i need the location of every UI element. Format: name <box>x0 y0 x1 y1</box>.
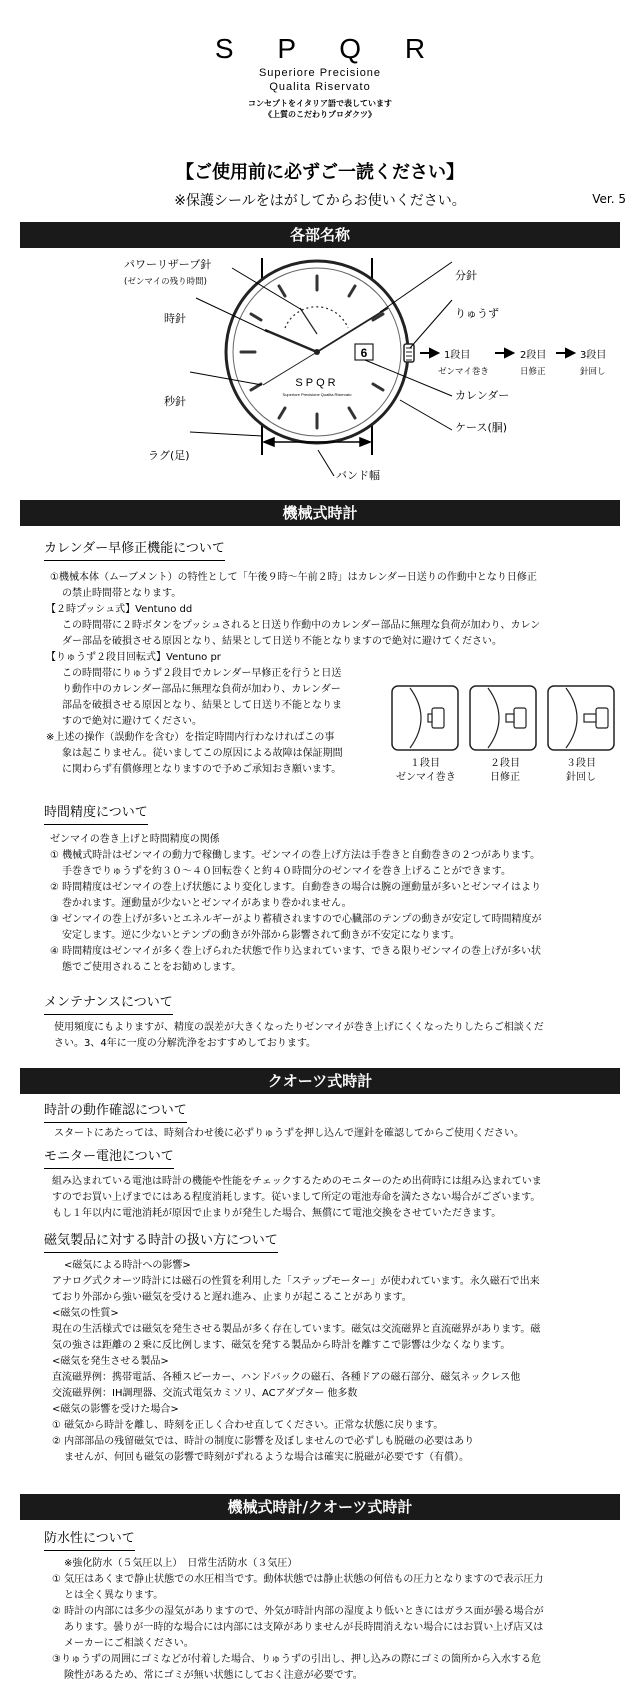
label-power-reserve: パワーリザーブ針 <box>124 258 212 271</box>
accuracy-4a: ④ 時間精度はゼンマイが多く巻上げられた状態で作り込まれています、できる限りゼンマイの巻上げが多い状 <box>50 946 541 957</box>
accuracy-text <box>50 832 620 976</box>
magnetism-4: <磁気の性質> <box>52 1308 119 1319</box>
water-2b: あります。曇りが一時的な場合には内部には支障がありませんが長時間消えない場合にはお買い上げ店又は <box>64 1622 544 1633</box>
section-bar-parts: 各部名称 <box>20 222 620 248</box>
heading-calendar-correction: カレンダー早修正機能について <box>44 540 225 561</box>
watch-diagram <box>0 250 640 510</box>
accuracy-3b: 安定します。逆に少ないとテンプの動きが外部から影響されて動きが不安定になります。 <box>62 930 460 941</box>
fig-label-3: ３段目 <box>566 758 596 769</box>
water-1a: ① 気圧はあくまで静止状態での水圧相当です。動体状態では静止状態の何倍もの圧力となりますので表示圧力 <box>52 1574 544 1585</box>
calendar-text <box>46 570 620 666</box>
battery-1: 組み込まれている電池は時計の機能や性能をチェックするためのモニターのため出荷時には組み込まれていま <box>52 1176 542 1187</box>
rotation-text-3: 部品を破損させる原因となり、結果として日送り不能となりま <box>62 700 342 711</box>
water-3a: ③りゅうずの周囲にゴミなどが付着した場合、りゅうずの引出し、押し込みの際にゴミの箇所から入水する危 <box>52 1654 541 1665</box>
magnetism-text <box>52 1258 620 1466</box>
section-bar-mechanical: 機械式時計 <box>20 500 620 526</box>
accuracy-2a: ② 時間精度はゼンマイの巻上げ状態により変化します。自動巻きの場合は腕の運動量が多いとゼンマイはより <box>50 882 541 893</box>
label-second-hand: 秒針 <box>164 395 186 408</box>
operation-text <box>54 1126 620 1142</box>
label-calendar: カレンダー <box>455 389 510 402</box>
accuracy-1a: ① 機械式時計はゼンマイの動力で稼働します。ゼンマイの巻上げ方法は手巻きと自動巻きの２つがあります。 <box>50 850 541 861</box>
magnetism-3: ており外部から強い磁気を受けると遅れ進み、止まりが起こることがあります。 <box>52 1292 412 1303</box>
accuracy-3a: ③ ゼンマイの巻上げが多いとエネルギーがより蓄積されますので心臓部のテンプの動きが安定して時間精度が <box>50 914 542 925</box>
calendar-note-1b: の禁止時間帯となります。 <box>62 588 182 599</box>
heading-maintenance: メンテナンスについて <box>44 994 173 1015</box>
brand-concept-1: コンセプトをイタリア語で表しています <box>248 99 392 108</box>
label-hour-hand: 時針 <box>164 312 186 325</box>
rotation-text-2: り動作中のカレンダー部品に無理な負荷が加わり、カレンダー <box>62 684 341 695</box>
accuracy-intro: ゼンマイの巻き上げと時間精度の関係 <box>50 834 220 845</box>
heading-magnetism: 磁気製品に対する時計の扱い方について <box>44 1232 278 1253</box>
label-stage3: 3段目 <box>580 350 607 361</box>
label-minute-hand: 分針 <box>455 269 477 282</box>
battery-2: すのでお買い上げまでにはある程度消耗します。従いまして所定の電池寿命を満たさない場合がございます。 <box>52 1192 541 1203</box>
label-power-reserve-sub: (ゼンマイの残り時間) <box>124 277 207 287</box>
date-number: 6 <box>360 346 368 360</box>
maintenance-2: さい。3、4年に一度の分解洗浄をおすすめしております。 <box>54 1038 317 1049</box>
magnetism-10: <磁気の影響を受けた場合> <box>52 1404 179 1415</box>
operation-1: スタートにあたっては、時刻合わせ後に必ずりゅうずを押し込んで運針を確認してからご使用ください。 <box>54 1128 524 1139</box>
brand-concept-2: 《上質のこだわりプロダクツ》 <box>264 110 376 119</box>
accuracy-2b: 巻かれます。運動量が少ないとゼンマイがあまり巻かれません。 <box>62 898 352 909</box>
heading-time-accuracy: 時間精度について <box>44 804 148 825</box>
magnetism-5: 現在の生活様式では磁気を発生させる製品が多く存在しています。磁気は交流磁界と直流磁界があります。磁 <box>52 1324 541 1335</box>
watch-crown <box>404 344 414 362</box>
accuracy-1b: 手巻きでりゅうずを約３０〜４０回転巻くと約４０時間分のゼンマイを巻き上げることができます。 <box>62 866 511 877</box>
push-type-text-2: ダー部品を破損させる原因となり、結果として日送り不能となりますので絶対に避けてください。 <box>62 636 502 647</box>
calendar-note-1a: ①機械本体（ムーブメント）の特性として「午後９時〜午前２時」はカレンダー日送りの作動中となり日修正 <box>50 572 537 583</box>
label-case: ケース(胴) <box>455 421 508 434</box>
fig-label-1-sub: ゼンマイ巻き <box>396 772 456 783</box>
magnetism-8: 直流磁界例：携帯電話、各種スピーカー、ハンドバックの磁石、各種ドアの磁石部分、磁気ネックレス他 <box>52 1372 521 1383</box>
heading-operation-check: 時計の動作確認について <box>44 1102 187 1123</box>
label-stage2: 2段目 <box>520 350 547 361</box>
magnetism-1: <磁気による時計への影響> <box>64 1260 191 1271</box>
fig-label-3-sub: 針回し <box>566 772 596 783</box>
fig-label-2: ２段目 <box>490 758 520 769</box>
magnetism-12: ② 内部部品の残留磁気では、時計の制度に影響を及ぼしませんので必ずしも脱磁の必要はあり <box>52 1436 475 1447</box>
rotation-text <box>46 666 390 778</box>
seal-note: ※保護シールをはがしてからお使いください。 <box>174 193 466 209</box>
page-title: 【ご使用前に必ずご一読ください】 <box>176 162 464 183</box>
water-2a: ② 時計の内部には多少の湿気がありますので、外気が時計内部の湿度より低いときにはガラス面が曇る場合が <box>52 1606 544 1617</box>
water-text <box>52 1556 620 1684</box>
maintenance-1: 使用頻度にもよりますが、精度の誤差が大きくなったりゼンマイが巻き上げにくくなったりしたらご相談くだ <box>54 1022 544 1033</box>
magnetism-11: ① 磁気から時計を離し、時刻を正しく合わせ直してください。正常な状態に戻ります。 <box>52 1420 444 1431</box>
brand-logo: S P Q R <box>214 33 444 64</box>
label-stage1: 1段目 <box>444 350 471 361</box>
battery-3: もし１年以内に電池消耗が原因で止まりが発生した場合、無償にて電池交換をさせていただきます。 <box>52 1208 502 1219</box>
water-3b: 険性があるため、常にゴミが無い状態にしておく注意が必要です。 <box>64 1670 363 1681</box>
magnetism-13: ませんが、何回も磁気の影響で時刻がずれるような場合は確実に脱磁が必要です（有償）。 <box>64 1452 469 1463</box>
section-bar-quartz: クオーツ式時計 <box>20 1068 620 1094</box>
label-stage2-sub: 日修正 <box>520 367 546 377</box>
push-type-heading: 【２時プッシュ式】Ventuno dd <box>46 604 193 615</box>
label-lug: ラグ(足) <box>148 449 190 462</box>
fig-label-2-sub: 日修正 <box>490 772 520 783</box>
rotation-type-heading: 【りゅうず２段目回転式】Ventuno pr <box>46 652 221 663</box>
water-2c: メーカーにご相談ください。 <box>64 1638 194 1649</box>
push-type-text-1: この時間帯に２時ボタンをプッシュされると日送り作動中のカレンダー部品に無理な負荷が加わり、カレン <box>62 620 541 631</box>
dial-logo: SPQR <box>295 377 339 389</box>
section-bar-both: 機械式時計/クオーツ式時計 <box>20 1494 620 1520</box>
label-stage1-sub: ゼンマイ巻き <box>438 367 489 377</box>
heading-water-resistance: 防水性について <box>44 1530 135 1551</box>
heading-monitor-battery: モニター電池について <box>44 1148 174 1169</box>
label-crown: りゅうず <box>455 307 499 320</box>
rotation-text-1: この時間帯にりゅうず２段目でカレンダー早修正を行うと日送 <box>62 668 342 679</box>
label-stage3-sub: 針回し <box>580 367 606 377</box>
warning-text-2: 象は起こりません。従いましてこの原因による故障は保証期間 <box>62 748 343 759</box>
magnetism-2: アナログ式クオーツ時計には磁石の性質を利用した「ステップモーター」が使われています。永久磁石で出来 <box>52 1276 540 1287</box>
maintenance-text <box>54 1020 620 1052</box>
warning-text-3: に関わらず有償修理となりますので予めご承知おき願います。 <box>62 764 342 775</box>
fig-label-1: １段目 <box>410 758 440 769</box>
magnetism-7: <磁気を発生させる製品> <box>52 1356 169 1367</box>
version-label: Ver. 5 <box>592 192 626 206</box>
label-band-width: バンド幅 <box>336 469 380 482</box>
rotation-text-4: すので絶対に避けてください。 <box>62 716 202 727</box>
crown-position-figures <box>390 684 620 754</box>
brand-tagline-2: Qualita Riservato <box>269 81 371 93</box>
battery-text <box>52 1174 620 1222</box>
warning-text-1: ※上述の操作（誤動作を含む）を指定時間内行わなければこの事 <box>46 732 335 743</box>
accuracy-4b: 態でご使用されることをお勧めします。 <box>62 962 242 973</box>
brand-tagline-1: Superiore Precisione <box>258 67 382 79</box>
dial-sub: Superiore Precisione Qualita Riservato <box>282 392 352 397</box>
brand-header <box>0 32 640 120</box>
magnetism-9: 交流磁界例：IH調理器、交流式電気カミソリ、ACアダプター 他多数 <box>52 1388 358 1399</box>
water-1b: とは全く異なります。 <box>64 1590 164 1601</box>
magnetism-6: 気の強さは距離の２乗に反比例します、磁気を発する製品から時計を離すこで影響は少なくなります。 <box>52 1340 511 1351</box>
water-0: ※強化防水（５気圧以上） 日常生活防水（３気圧） <box>64 1558 298 1569</box>
